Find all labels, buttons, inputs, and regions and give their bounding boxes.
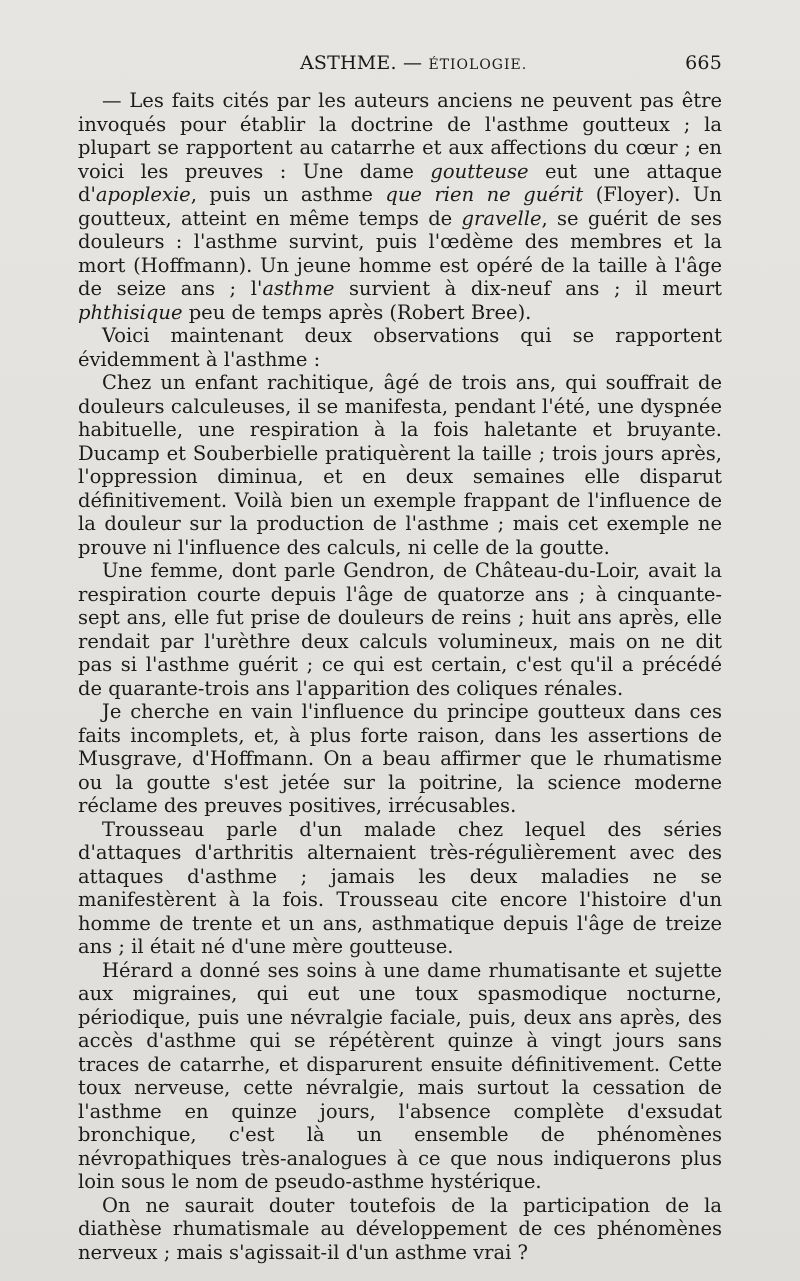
running-head	[78, 52, 722, 76]
text-run: , puis un asthme	[190, 183, 386, 206]
running-title	[300, 52, 527, 74]
text-run: eut une attaque d'	[78, 159, 722, 206]
text-run: Chez un enfant rachitique, âgé de trois ans, qui souffrait de douleurs calculeuses, il se manifesta, pendant l'été, une dyspnée habituelle, une respiration à la fois haletante et bruyante. Ducamp et Souberbielle pratiquèrent la taille ; trois jours après, l'oppression diminua, et en deux semaines elle disparut définitivement. Voilà bien un exemple frappant de l'influence de la douleur sur la production de l'asthme ; mais cet exemple ne prouve ni l'influence des calculs, ni celle de la goutte.	[78, 371, 722, 559]
paragraph	[78, 959, 722, 1194]
running-title-main: ASTHME.	[300, 52, 397, 74]
paragraph	[78, 1194, 722, 1265]
italic-term: gravelle	[461, 206, 542, 230]
text-run: (Floyer). Un goutteux, atteint en même temps de	[78, 183, 722, 230]
text-run: On ne saurait douter toutefois de la participation de la diathèse rhumatismale au développement de ces phénomènes nerveux ; mais s'agissait-il d'un asthme vrai ?	[78, 1193, 722, 1264]
italic-term: asthme	[262, 277, 335, 300]
paragraph	[78, 700, 722, 818]
text-run: Hérard a donné ses soins à une dame rhumatisante et sujette aux migraines, qui eut une toux spasmodique nocturne, périodique, puis une névralgie faciale, puis, deux ans après, des accès d'asthme qui se répétèrent quinze à vingt jours sans traces de catarrhe, et disparurent ensuite définitivement. Cette toux nerveuse, cette névralgie, mais surtout la cessation de l'asthme en quinze jours, l'absence complète d'exsudat bronchique, c'est là un ensemble de phénomènes névropathiques très-analogues à ce que nous indiquerons plus loin sous le nom de pseudo-asthme hystérique.	[78, 958, 722, 1193]
paragraph	[78, 324, 722, 371]
running-title-section: ÉTIOLOGIE.	[428, 57, 528, 73]
paragraph	[78, 818, 722, 959]
text-run: survient à dix-neuf ans ; il meurt	[334, 277, 722, 300]
italic-term: phthisique	[78, 300, 183, 324]
italic-term: que rien ne guérit	[385, 183, 584, 206]
page-number: 665	[685, 52, 722, 74]
paragraph	[78, 559, 722, 700]
text-run: Voici maintenant deux observations qui se rapportent évidemment à l'asthme :	[78, 324, 722, 371]
body-text	[78, 89, 722, 1264]
text-run: Une femme, dont parle Gendron, de Château-du-Loir, avait la respiration courte depuis l'âge de quatorze ans ; à cinquante-sept ans, elle fut prise de douleurs de reins ; huit ans après, elle rendait par l'urèthre deux calculs volumineux, mais on ne dit pas si l'asthme guérit ; ce qui est certain, c'est qu'il a précédé de quarante-trois ans l'apparition des coliques rénales.	[78, 559, 722, 700]
paragraph	[78, 89, 722, 324]
italic-term: goutteuse	[430, 159, 529, 183]
text-run: peu de temps après (Robert Bree).	[182, 300, 532, 324]
text-run: , se guérit de ses douleurs : l'asthme survint, puis l'œdème des membres et la mort (Hoffmann). Un jeune homme est opéré de la taille à l'âge de seize ans ; l'	[78, 206, 723, 300]
text-run: — Les faits cités par les auteurs anciens ne peuvent pas être invoqués pour établir la doctrine de l'asthme goutteux ; la plupart se rapportent au catarrhe et aux affections du cœur ; en voici les preuves : Une dame	[78, 89, 722, 183]
text-run: Je cherche en vain l'influence du principe goutteux dans ces faits incomplets, et, à plus forte raison, dans les assertions de Musgrave, d'Hoffmann. On a beau affirmer que le rhumatisme ou la goutte s'est jetée sur la poitrine, la science moderne réclame des preuves positives, irrécusables.	[78, 700, 722, 817]
paragraph	[78, 371, 722, 559]
running-title-dash: —	[403, 52, 423, 74]
text-run: Trousseau parle d'un malade chez lequel des séries d'attaques d'arthritis alternaient très-régulièrement avec des attaques d'asthme ; jamais les deux maladies ne se manifestèrent à la fois. Trousseau cite encore l'histoire d'un homme de trente et un ans, asthmatique depuis l'âge de treize ans ; il était né d'une mère goutteuse.	[78, 817, 722, 958]
italic-term: apoplexie	[95, 183, 191, 206]
